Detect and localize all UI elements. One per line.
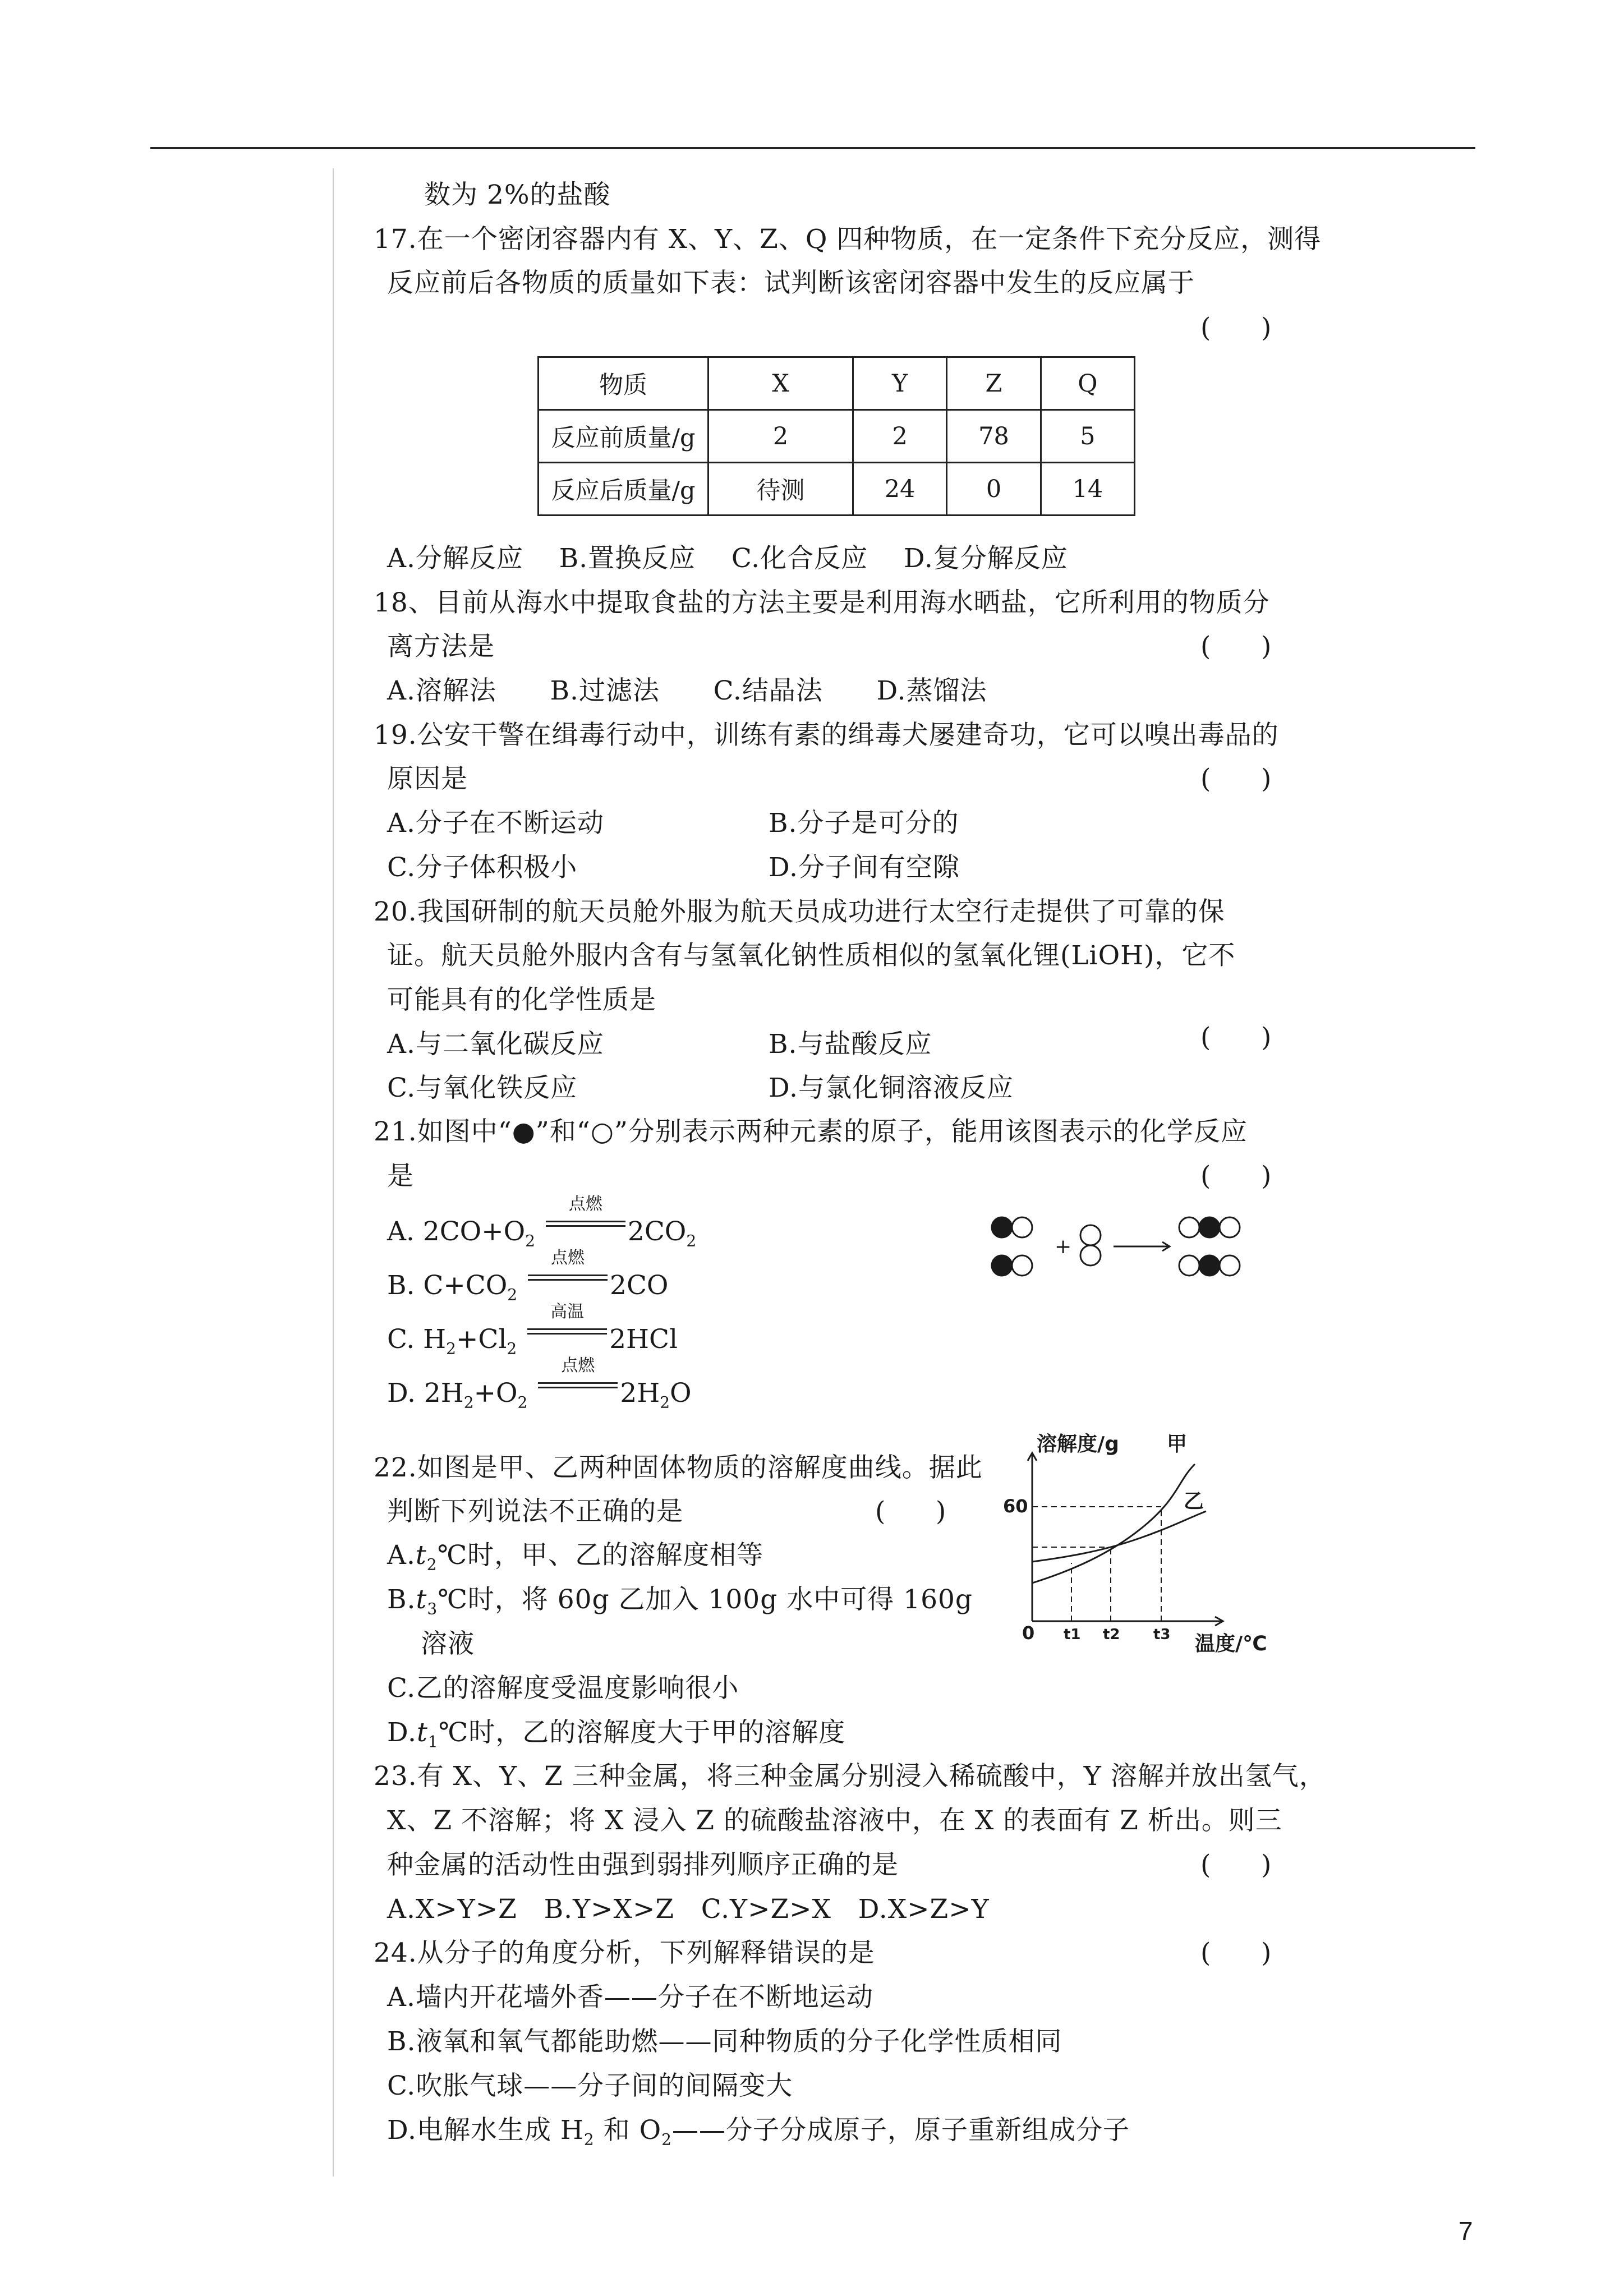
table-cell: 物质 xyxy=(539,357,709,410)
x-axis-label: 温度/℃ xyxy=(1195,1632,1267,1655)
condition-label: 点燃 xyxy=(561,1356,595,1375)
option-22-d: $D.t_1℃$时，乙的溶解度大于甲的溶解度 xyxy=(387,1717,846,1751)
condition-label: 高温 xyxy=(550,1302,585,1322)
table-cell: 78 xyxy=(947,410,1041,463)
eq-sub: 2 xyxy=(686,1231,697,1250)
question-17-options: A.分解反应 B.置换反应 C.化合反应 D.复分解反应 xyxy=(387,543,1068,574)
page-number: 7 xyxy=(1459,2216,1473,2246)
eq-text: 2HCl xyxy=(609,1324,678,1355)
question-17-line-1: 17.在一个密闭容器内有 X、Y、Z、Q 四种物质，在一定条件下充分反应，测得 xyxy=(374,224,1322,255)
reaction-condition xyxy=(544,1194,628,1249)
question-18-line-1: 18、目前从海水中提取食盐的方法主要是利用海水晒盐，它所利用的物质分 xyxy=(374,587,1270,618)
question-23-line-3: 种金属的活动性由强到弱排列顺序正确的是 xyxy=(387,1849,899,1880)
question-22-line-2: 判断下列说法不正确的是 xyxy=(387,1496,683,1527)
eq-text: 2H xyxy=(620,1378,660,1409)
question-23-line-2: X、Z 不溶解；将 X 浸入 Z 的硫酸盐溶液中，在 X 的表面有 Z 析出。则三 xyxy=(387,1805,1282,1836)
table-cell: 24 xyxy=(853,463,947,516)
series-label-yi: 乙 xyxy=(1184,1490,1204,1513)
table-cell: 2 xyxy=(853,410,947,463)
series-label-jia: 甲 xyxy=(1167,1433,1188,1456)
eq-text: O xyxy=(670,1378,692,1409)
atom-white xyxy=(1220,1217,1240,1237)
eq-text: 2CO xyxy=(610,1270,669,1301)
table-cell: 0 xyxy=(947,463,1041,516)
table-header-row xyxy=(539,357,1135,410)
answer-paren-21: ( ) xyxy=(1200,1161,1272,1191)
eq-text: +O xyxy=(473,1378,518,1409)
option-24-c: C.吹胀气球——分子间的间隔变大 xyxy=(387,2070,793,2101)
condition-label: 点燃 xyxy=(551,1248,585,1268)
option-20-b: B.与盐酸反应 xyxy=(769,1029,932,1060)
option-21-c xyxy=(387,1302,678,1365)
question-22-line-1: 22.如图是甲、乙两种固体物质的溶解度曲线。据此 xyxy=(374,1452,983,1483)
question-23-line-1: 23.有 X、Y、Z 三种金属，将三种金属分别浸入稀硫酸中，Y 溶解并放出氢气， xyxy=(374,1761,1326,1792)
table-cell: 反应后质量/g xyxy=(539,463,709,516)
eq-text: C. H xyxy=(387,1324,447,1355)
table-row xyxy=(539,463,1135,516)
x-tick-label: t2 xyxy=(1103,1626,1120,1643)
option-22-b: $B.t_3℃$时，将 60g 乙加入 100g 水中可得 160g xyxy=(387,1584,973,1618)
header-rule xyxy=(150,147,1475,149)
eq-sub: 2 xyxy=(517,1393,528,1412)
option-20-d: D.与氯化铜溶液反应 xyxy=(769,1073,1014,1103)
table-cell: 反应前质量/g xyxy=(539,410,709,463)
series-line-jia xyxy=(1032,1464,1195,1583)
condition-label: 点燃 xyxy=(568,1194,602,1214)
option-19-a: A.分子在不断运动 xyxy=(387,808,604,839)
table-cell: X xyxy=(709,357,853,410)
eq-sub: 2 xyxy=(507,1339,517,1358)
origin-label: 0 xyxy=(1022,1622,1035,1644)
option-21-d xyxy=(387,1356,692,1419)
eq-text: B. C+CO xyxy=(387,1270,508,1301)
eq-sub: 2 xyxy=(660,1393,670,1412)
option-22-b-cont: 溶液 xyxy=(421,1628,475,1659)
eq-text: +Cl xyxy=(456,1324,507,1355)
question-20-line-2: 证。航天员舱外服内含有与氢氧化钠性质相似的氢氧化锂(LiOH)，它不 xyxy=(387,940,1236,971)
atom-white xyxy=(1012,1217,1032,1237)
atom-white xyxy=(1012,1255,1032,1276)
molecule-diagram xyxy=(987,1206,1279,1290)
reaction-condition xyxy=(525,1302,609,1356)
question-18-line-2: 离方法是 xyxy=(387,631,495,662)
x-tick-label: t3 xyxy=(1153,1626,1171,1643)
atom-white xyxy=(1179,1255,1199,1276)
table-cell: 14 xyxy=(1041,463,1134,516)
table-cell: 5 xyxy=(1041,410,1134,463)
answer-paren-20: ( ) xyxy=(1200,1022,1272,1053)
eq-sub: 2 xyxy=(463,1393,474,1412)
atom-black xyxy=(992,1217,1012,1237)
question-19-line-2: 原因是 xyxy=(387,763,468,794)
solubility-chart xyxy=(999,1433,1279,1666)
answer-paren-23: ( ) xyxy=(1200,1849,1272,1880)
question-21-line-2: 是 xyxy=(387,1161,414,1191)
reaction-condition xyxy=(526,1248,610,1303)
table-cell: 2 xyxy=(709,410,853,463)
eq-sub: 2 xyxy=(507,1285,518,1304)
question-19-line-1: 19.公安干警在缉毒行动中，训练有素的缉毒犬屡建奇功，它可以嗅出毒品的 xyxy=(374,720,1279,751)
y-tick-label: 60 xyxy=(1003,1496,1028,1517)
svg-text:+: + xyxy=(1055,1235,1072,1258)
table-cell: Y xyxy=(853,357,947,410)
eq-text: D. 2H xyxy=(387,1378,464,1409)
option-22-c: C.乙的溶解度受温度影响很小 xyxy=(387,1673,739,1704)
question-24-line-1: 24.从分子的角度分析，下列解释错误的是 xyxy=(374,1938,875,1968)
atom-black xyxy=(992,1255,1012,1276)
question-17-line-2: 反应前后各物质的质量如下表：试判断该密闭容器中发生的反应属于 xyxy=(387,268,1195,298)
answer-paren-19: ( ) xyxy=(1200,763,1272,794)
table-cell: Z xyxy=(947,357,1041,410)
atom-white xyxy=(1220,1255,1240,1276)
option-24-d: D.电解水生成 $H_2$ 和 $O_2——$分子分成原子，原子重新组成分子 xyxy=(387,2115,1130,2149)
answer-paren-17: ( ) xyxy=(1200,312,1272,343)
eq-text: 2CO xyxy=(627,1216,687,1247)
text-line: 数为 2%的盐酸 xyxy=(424,180,611,210)
atom-black xyxy=(1199,1217,1220,1237)
answer-paren-24: ( ) xyxy=(1200,1938,1272,1968)
question-21-line-1: 21.如图中“●”和“○”分别表示两种元素的原子，能用该图表示的化学反应 xyxy=(374,1116,1248,1147)
scan-margin-line xyxy=(333,168,334,2177)
answer-paren-22: ( ) xyxy=(875,1496,946,1527)
option-24-a: A.墙内开花墙外香——分子在不断地运动 xyxy=(387,1982,873,2013)
x-tick-label: t1 xyxy=(1064,1626,1081,1643)
table-cell: 待测 xyxy=(709,463,853,516)
option-20-c: C.与氧化铁反应 xyxy=(387,1073,578,1103)
option-24-b: B.液氧和氧气都能助燃——同种物质的分子化学性质相同 xyxy=(387,2026,1062,2057)
atom-black xyxy=(1199,1255,1220,1276)
answer-paren-18: ( ) xyxy=(1200,631,1272,662)
atom-white xyxy=(1080,1245,1101,1266)
mass-table xyxy=(537,356,1135,516)
atom-white xyxy=(1179,1217,1199,1237)
question-20-line-1: 20.我国研制的航天员舱外服为航天员成功进行太空行走提供了可靠的保 xyxy=(374,896,1225,927)
series-line-yi xyxy=(1032,1511,1206,1562)
y-axis-label: 溶解度/g xyxy=(1037,1433,1119,1456)
table-cell: Q xyxy=(1041,357,1134,410)
option-20-a: A.与二氧化碳反应 xyxy=(387,1029,604,1060)
reaction-condition xyxy=(536,1356,620,1410)
option-19-d: D.分子间有空隙 xyxy=(769,852,960,883)
question-18-options: A.溶解法 B.过滤法 C.结晶法 D.蒸馏法 xyxy=(387,675,987,706)
eq-sub: 2 xyxy=(525,1231,535,1250)
option-22-a: $A.t_2℃$时，甲、乙的溶解度相等 xyxy=(387,1540,764,1574)
atom-white xyxy=(1080,1225,1101,1245)
eq-sub: 2 xyxy=(446,1339,456,1358)
option-19-b: B.分子是可分的 xyxy=(769,808,959,839)
question-20-line-3: 可能具有的化学性质是 xyxy=(387,984,656,1015)
question-23-options: A.X>Y>Z B.Y>X>Z C.Y>Z>X D.X>Z>Y xyxy=(387,1894,990,1925)
eq-text: A. 2CO+O xyxy=(387,1216,526,1247)
option-19-c: C.分子体积极小 xyxy=(387,852,578,883)
table-row xyxy=(539,410,1135,463)
